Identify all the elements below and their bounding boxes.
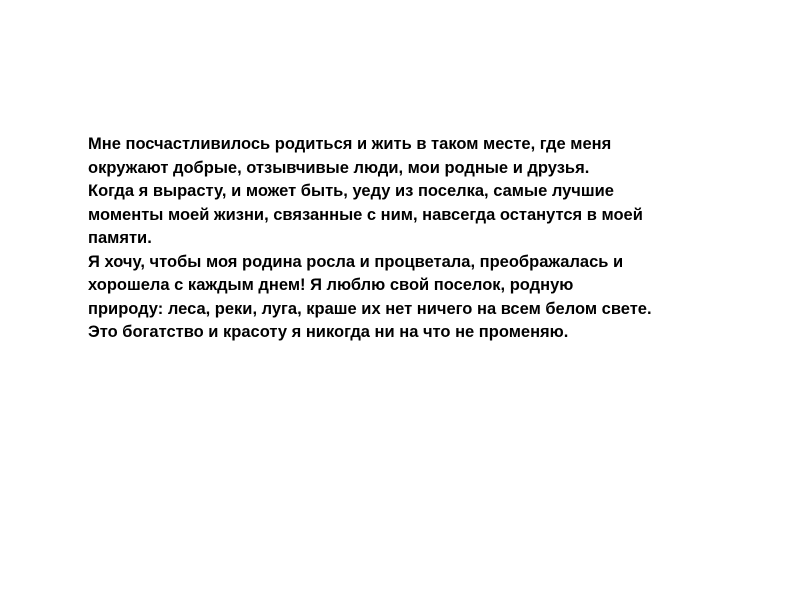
text-line: Когда я вырасту, и может быть, уеду из поселка, самые лучшие (88, 182, 614, 200)
text-line: Я хочу, чтобы моя родина росла и процветала, преображалась и (88, 252, 624, 271)
text-line: моменты моей жизни, связанные с ним, навсегда останутся в моей (88, 205, 643, 224)
text-line: хорошела с каждым днем! Я люблю свой поселок, родную (88, 276, 574, 294)
text-line: памяти. (88, 229, 152, 247)
text-line: окружают добрые, отзывчивые люди, мои родные и друзья. (88, 158, 590, 177)
text-line: природу: леса, реки, луга, краше их нет ничего на всем белом свете. (88, 299, 652, 318)
text-line: Мне посчастливилось родиться и жить в таком месте, где меня (88, 135, 612, 153)
text-line: Это богатство и красоту я никогда ни на что не променяю. (88, 323, 569, 341)
body-text (88, 133, 778, 345)
